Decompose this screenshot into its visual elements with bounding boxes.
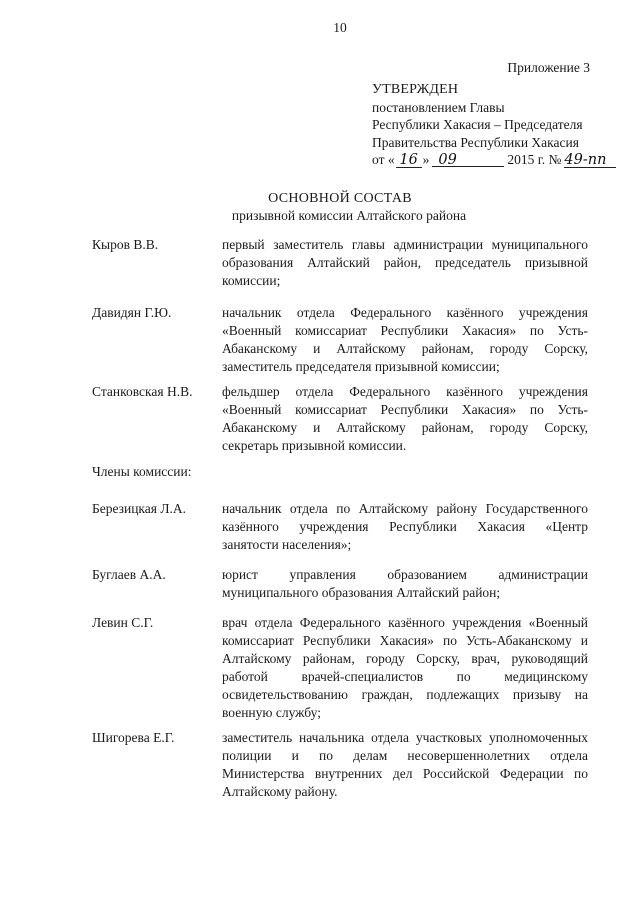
resolution-number-handwritten: 49-пп — [564, 153, 616, 168]
member-role-line: заместитель председателя призывной комиссии; — [222, 359, 500, 374]
member-role — [222, 729, 588, 801]
member-role-line: казённого учреждения Республики Хакасия «Центр — [222, 519, 588, 534]
page-number: 10 — [333, 20, 347, 35]
approval-date-line — [372, 151, 622, 169]
member-role — [222, 383, 588, 455]
date-month-handwritten: 09 — [432, 153, 504, 167]
approval-line: постановлением Главы — [372, 99, 505, 115]
member-role-line: «Военный комиссариат Республики Хакасия» по Усть- — [222, 402, 588, 417]
members-heading: Члены комиссии: — [92, 464, 192, 479]
member-name: Буглаев А.А. — [92, 567, 166, 582]
member-name: Станковская Н.В. — [92, 384, 193, 399]
member-name: Шигорева Е.Г. — [92, 730, 175, 745]
date-prefix: от « — [372, 152, 395, 167]
approval-line: Республики Хакасия – Председателя — [372, 117, 583, 132]
member-role-line: военную службу; — [222, 705, 321, 720]
member-role-line: заместитель начальника отдела участковых уполномоченных — [222, 730, 588, 745]
member-role-line: юрист управления образованием администрации — [222, 567, 588, 582]
member-role-line: муниципального образования Алтайский район; — [222, 585, 501, 600]
member-role-line: комиссии; — [222, 273, 281, 288]
member-role — [222, 236, 588, 290]
document-subtitle: призывной комиссии Алтайского района — [231, 208, 467, 223]
member-role-line: врач отдела Федерального казённого учреждения «Военный — [222, 615, 588, 630]
member-role — [222, 614, 588, 722]
member-name: Левин С.Г. — [92, 615, 154, 630]
appendix-label: Приложение 3 — [507, 60, 590, 75]
member-role-line: образования Алтайский район, председатель призывной — [222, 255, 588, 270]
approval-block — [372, 81, 622, 169]
member-name: Давидян Г.Ю. — [92, 305, 172, 320]
member-role-line: Алтайскому району. — [222, 784, 338, 799]
member-role-line: занятости населения»; — [222, 537, 352, 552]
member-role-line: Абаканскому и Алтайскому районам, городу Сорску, — [222, 341, 588, 356]
approval-line: Правительства Республики Хакасия — [372, 134, 579, 150]
date-year: 2015 г. № — [507, 152, 562, 167]
member-role-line: фельдшер отдела Федерального казённого учреждения — [222, 384, 588, 399]
member-name: Березицкая Л.А. — [92, 501, 187, 516]
member-role — [222, 566, 588, 602]
member-role-line: Алтайскому районам, городу Сорску, врач, руководящий — [222, 651, 588, 666]
member-role-line: комиссариат Республики Хакасия» по Усть-Абаканскому и — [222, 633, 588, 648]
member-role-line: Абаканскому и Алтайскому районам, городу Сорску, — [222, 420, 588, 435]
member-role-line: Министерства внутренних дел Российской Федерации по — [222, 766, 588, 781]
document-title: ОСНОВНОЙ СОСТАВ — [268, 191, 412, 206]
member-role-line: освидетельствованию граждан, подлежащих призыву на — [222, 687, 588, 702]
member-role-line: «Военный комиссариат Республики Хакасия» по Усть- — [222, 323, 588, 338]
date-day-handwritten: 16 — [396, 153, 422, 168]
member-role-line: начальник отдела по Алтайскому району Государственного — [222, 501, 588, 516]
member-name: Кыров В.В. — [92, 237, 159, 252]
member-role — [222, 500, 588, 554]
approved-heading: УТВЕРЖДЕН — [372, 82, 459, 97]
member-role-line: секретарь призывной комиссии. — [222, 438, 407, 453]
member-role-line: первый заместитель главы администрации муниципального — [222, 237, 588, 252]
member-role — [222, 304, 588, 376]
member-role-line: полиции и по делам несовершеннолетних отдела — [222, 748, 588, 763]
member-role-line: начальник отдела Федерального казённого учреждения — [222, 305, 588, 320]
member-role-line: работой врачей-специалистов по медицинскому — [222, 669, 588, 684]
date-mid: » — [422, 152, 430, 167]
